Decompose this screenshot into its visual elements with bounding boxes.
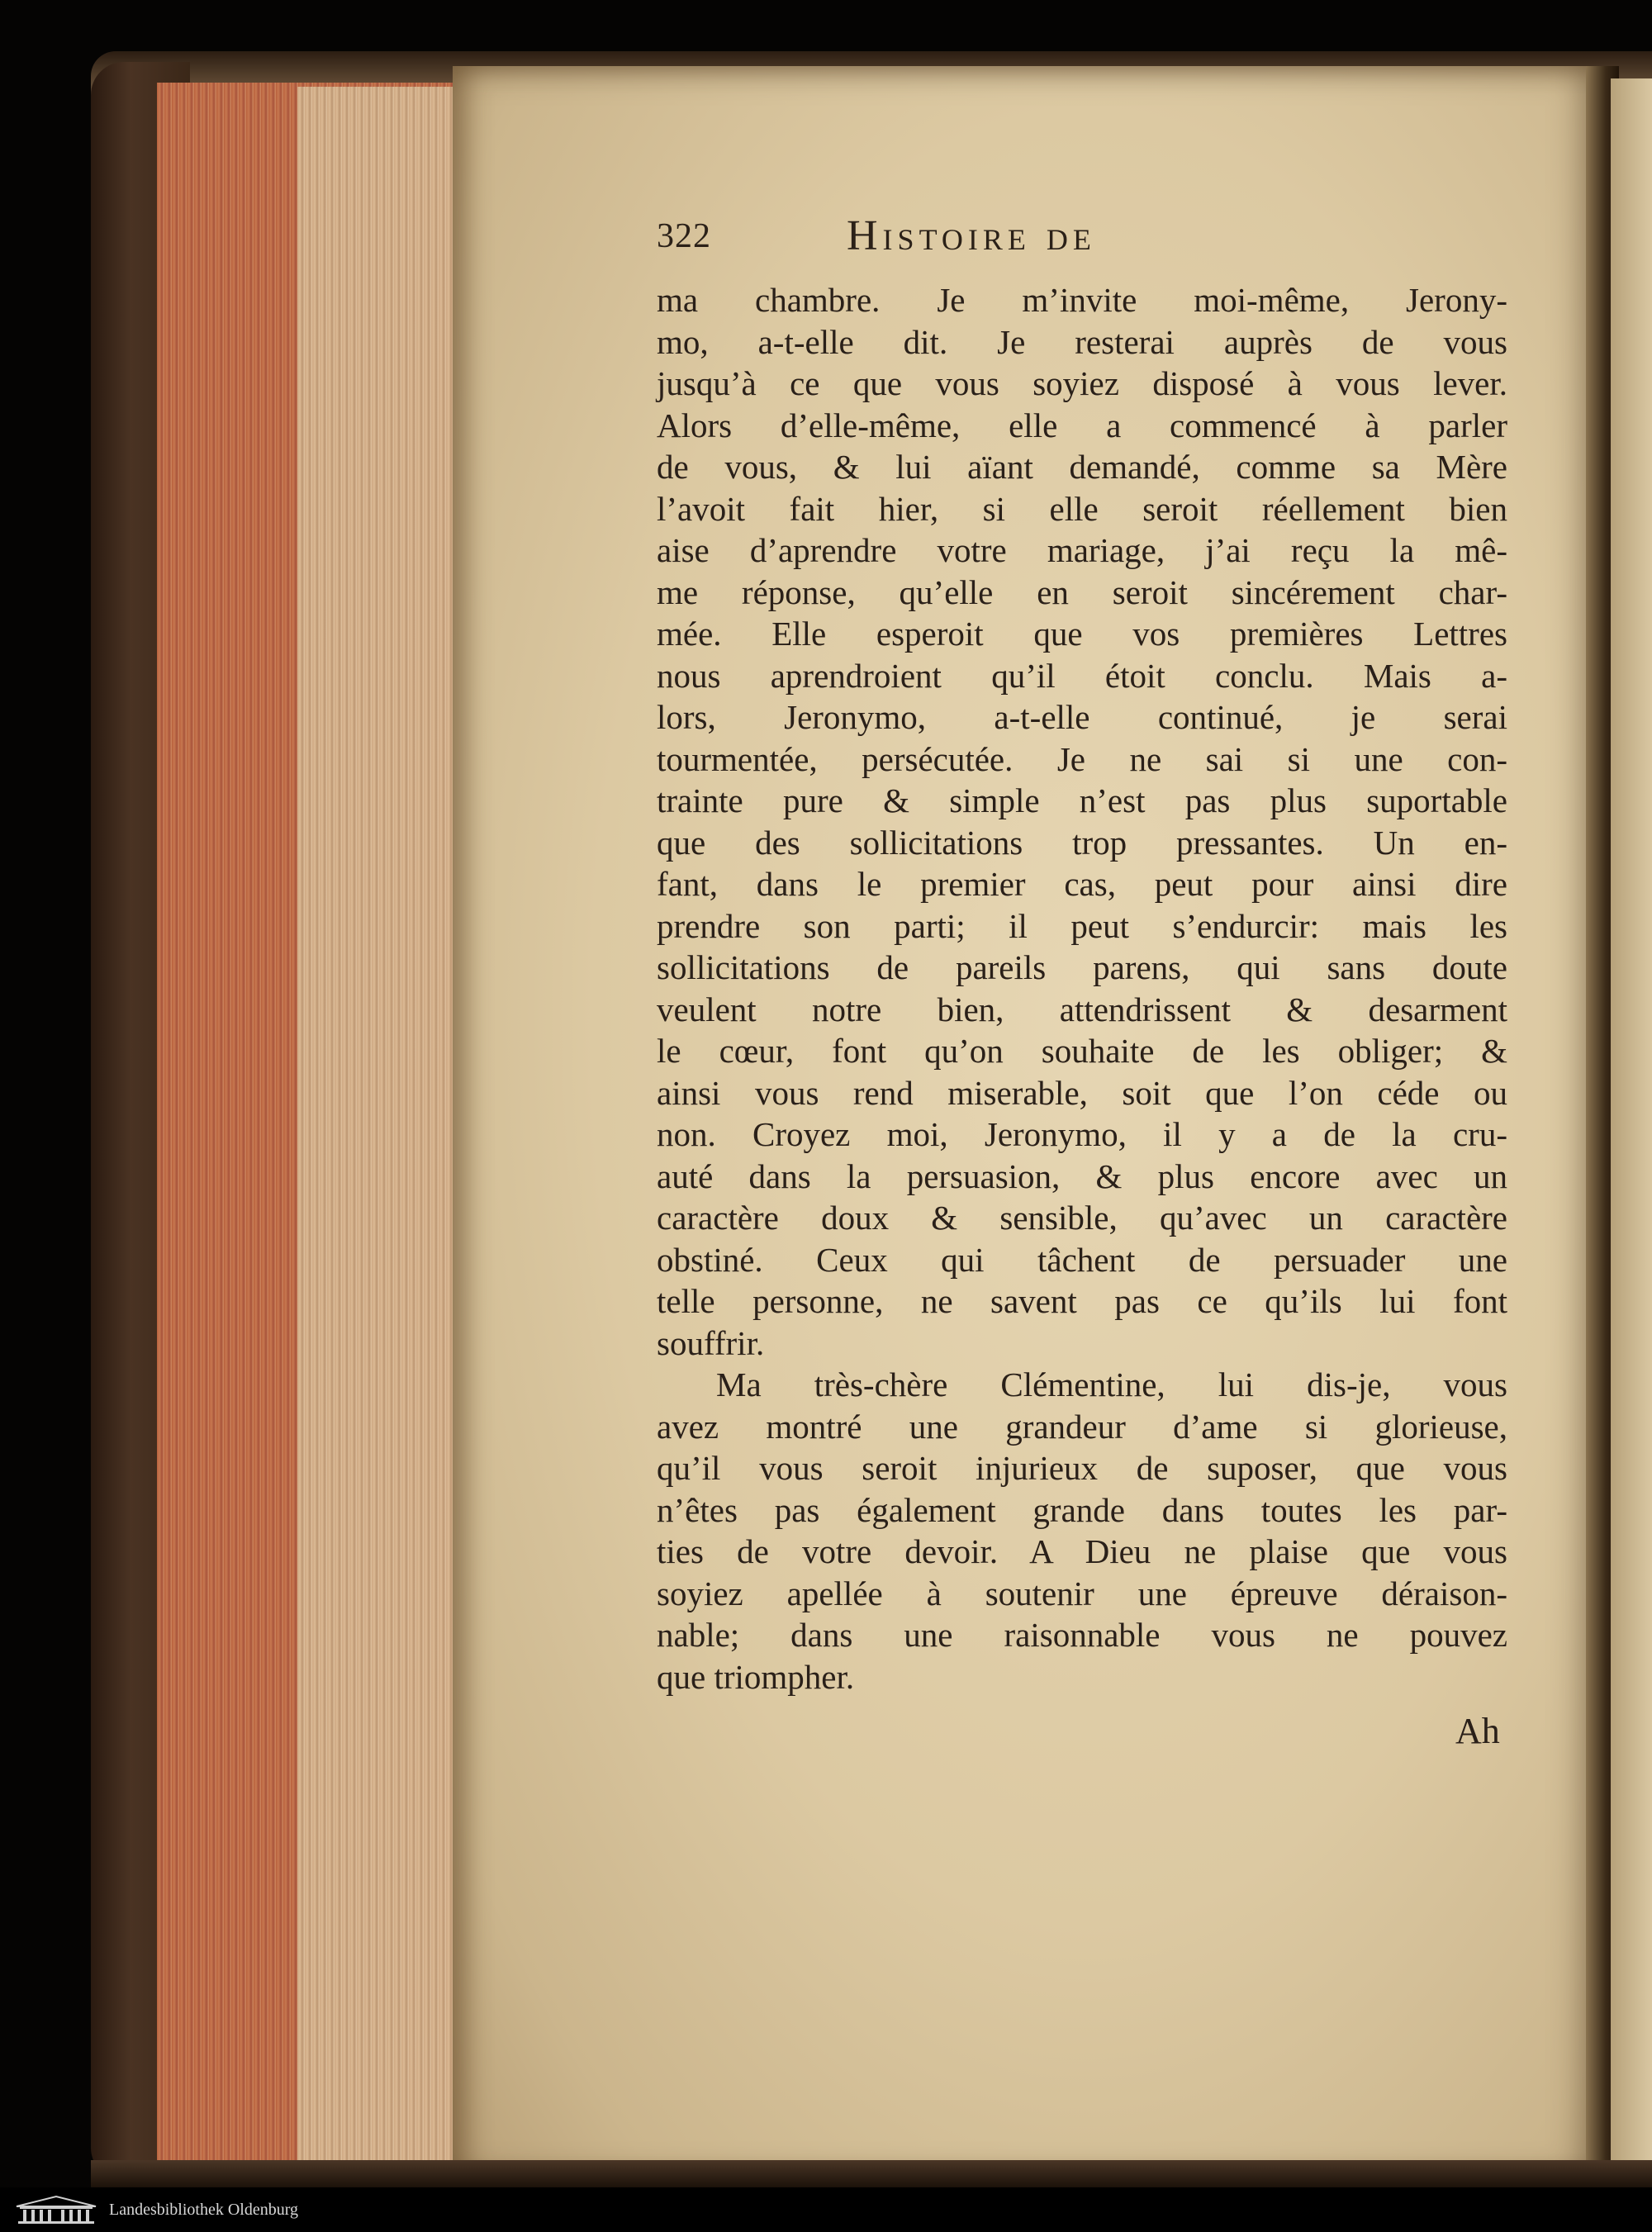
text-line: l’avoit fait hier, si elle seroit réellement bien (657, 489, 1507, 528)
text-line: nous aprendroient qu’il étoit conclu. Mais a- (657, 656, 1507, 695)
page-number: 322 (657, 217, 711, 255)
text-line: qu’il vous seroit injurieux de suposer, que vous (657, 1449, 1507, 1487)
text-line: ties de votre devoir. A Dieu ne plaise que vous (657, 1532, 1507, 1570)
text-line: souffrir. (657, 1323, 765, 1362)
text-line: mée. Elle esperoit que vos premières Lettres (657, 615, 1507, 653)
text-line: caractère doux & sensible, qu’avec un caractère (657, 1199, 1507, 1237)
text-line: lors, Jeronymo, a-t-elle continué, je serai (657, 698, 1507, 736)
catchword: Ah (1455, 1711, 1500, 1751)
text-line: me réponse, qu’elle en seroit sincérement char- (657, 572, 1507, 611)
text-line: trainte pure & simple n’est pas plus suportable (657, 781, 1507, 819)
text-line: avez montré une grandeur d’ame si glorieuse, (657, 1407, 1507, 1446)
text-line: prendre son parti; il peut s’endurcir: mais les (657, 906, 1507, 945)
text-line: ma chambre. Je m’invite moi-même, Jerony- (657, 281, 1507, 319)
text-line: telle personne, ne savent pas ce qu’ils lui font (657, 1282, 1507, 1320)
library-building-icon (15, 2195, 97, 2225)
text-line: Ma très-chère Clémentine, lui dis-je, vous (716, 1365, 1507, 1403)
text-line: soyiez apellée à soutenir une épreuve déraison- (657, 1574, 1507, 1612)
body-text (657, 279, 1507, 1698)
text-line: tourmentée, persécutée. Je ne sai si une con- (657, 739, 1507, 778)
page-header (657, 212, 1549, 274)
facing-page-edge (1611, 78, 1652, 2168)
text-line: auté dans la persuasion, & plus encore avec un (657, 1156, 1507, 1195)
book-cover-bottom (91, 2160, 1652, 2187)
text-line: n’êtes pas également grande dans toutes les par- (657, 1490, 1507, 1529)
text-line: veulent notre bien, attendrissent & desarment (657, 990, 1507, 1028)
text-line: Alors d’elle-même, elle a commencé à parler (657, 406, 1507, 444)
running-title: Histoire de (847, 212, 1096, 259)
page-edges (297, 87, 463, 2173)
footer-bar (0, 2187, 1652, 2232)
text-line: mo, a-t-elle dit. Je resterai auprès de vous (657, 322, 1507, 361)
text-line: aise d’aprendre votre mariage, j’ai reçu la mê- (657, 531, 1507, 569)
text-line: obstiné. Ceux qui tâchent de persuader une (657, 1240, 1507, 1279)
library-name: Landesbibliothek Oldenburg (109, 2201, 299, 2219)
text-line: le cœur, font qu’on souhaite de les obliger; & (657, 1032, 1507, 1070)
text-line: nable; dans une raisonnable vous ne pouvez (657, 1616, 1507, 1654)
text-line: non. Croyez moi, Jeronymo, il y a de la cru- (657, 1115, 1507, 1153)
text-line: de vous, & lui aïant demandé, comme sa Mère (657, 448, 1507, 486)
text-line: que triompher. (657, 1657, 855, 1696)
text-line: que des sollicitations trop pressantes. Un en- (657, 823, 1507, 862)
text-line: sollicitations de pareils parens, qui sans doute (657, 948, 1507, 986)
text-line: fant, dans le premier cas, peut pour ainsi dire (657, 865, 1507, 903)
text-line: ainsi vous rend miserable, soit que l’on céde ou (657, 1073, 1507, 1112)
text-line: jusqu’à ce que vous soyiez disposé à vous lever. (657, 364, 1507, 402)
